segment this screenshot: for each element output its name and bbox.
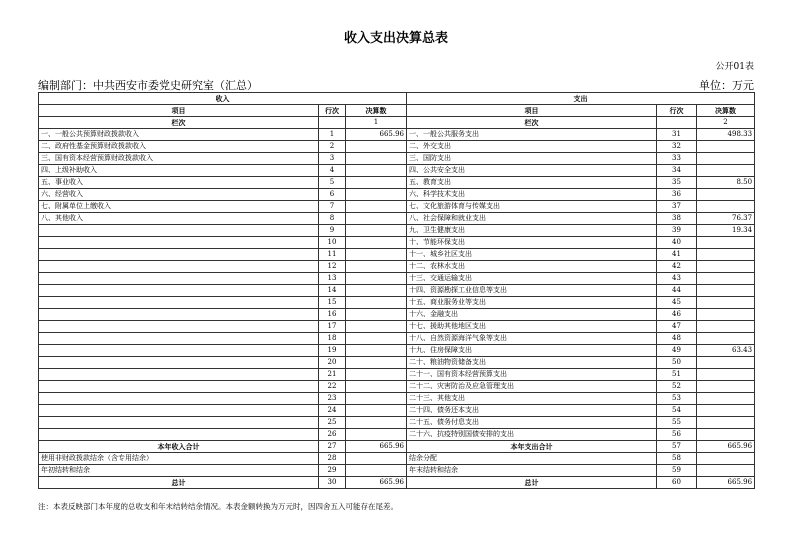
income-rowno-cell: 23 (319, 393, 346, 405)
income-item-cell (39, 381, 319, 393)
expense-item-cell: 二、外交支出 (407, 141, 657, 153)
income-amount-cell (346, 357, 407, 369)
income-amount-cell (346, 405, 407, 417)
income-rowno-cell: 12 (319, 261, 346, 273)
expense-amount-cell (697, 417, 755, 429)
income-rowno-cell: 27 (319, 441, 346, 453)
income-rowno-cell: 6 (319, 189, 346, 201)
form-number: 公开01表 (715, 62, 754, 72)
page-title: 收入支出决算总表 (343, 31, 448, 46)
expense-rowno-cell: 43 (657, 273, 697, 285)
table-row (39, 129, 755, 141)
income-item-header: 项目 (39, 105, 319, 117)
table-row (39, 369, 755, 381)
table-row (39, 345, 755, 357)
income-amount-cell (346, 273, 407, 285)
income-item-cell (39, 261, 319, 273)
income-item-cell: 六、经营收入 (39, 189, 319, 201)
footnote: 注：本表反映部门本年度的总收支和年末结转结余情况。本表金额转换为万元时，因四舍五入可能存在尾差。 (38, 502, 398, 511)
table-row (39, 333, 755, 345)
income-item-cell: 二、政府性基金预算财政拨款收入 (39, 141, 319, 153)
income-rowno-cell: 5 (319, 177, 346, 189)
table-row (39, 381, 755, 393)
expense-rowno-cell: 47 (657, 321, 697, 333)
income-item-cell: 七、附属单位上缴收入 (39, 201, 319, 213)
expense-amount-cell (697, 369, 755, 381)
expense-rowno-cell: 50 (657, 357, 697, 369)
income-column-number: 1 (346, 117, 407, 129)
income-amount-cell (346, 393, 407, 405)
table-row (39, 417, 755, 429)
income-rowno-header: 行次 (319, 105, 346, 117)
income-rowno-cell: 21 (319, 369, 346, 381)
income-rowno-cell: 11 (319, 249, 346, 261)
expense-rowno-cell: 44 (657, 285, 697, 297)
expense-rowno-cell: 60 (657, 477, 697, 489)
expense-amount-cell (697, 297, 755, 309)
income-amount-cell (346, 153, 407, 165)
expense-rowno-cell: 45 (657, 297, 697, 309)
table-row (39, 249, 755, 261)
table-row (39, 285, 755, 297)
grand-total-row (39, 477, 755, 489)
income-rowno-cell: 15 (319, 297, 346, 309)
income-amount-cell (346, 177, 407, 189)
income-item-cell (39, 333, 319, 345)
expense-item-cell: 十四、资源勘探工业信息等支出 (407, 285, 657, 297)
expense-amount-cell: 665.96 (697, 441, 755, 453)
income-item-cell: 一、一般公共预算财政拨款收入 (39, 129, 319, 141)
expense-amount-cell (697, 261, 755, 273)
table-row (39, 153, 755, 165)
expense-item-header: 项目 (407, 105, 657, 117)
expense-rowno-cell: 56 (657, 429, 697, 441)
expense-amount-cell (697, 465, 755, 477)
table-row (39, 201, 755, 213)
expense-amount-cell (697, 393, 755, 405)
table-row (39, 141, 755, 153)
expense-rowno-cell: 39 (657, 225, 697, 237)
expense-item-cell: 二十三、其他支出 (407, 393, 657, 405)
expense-rowno-cell: 34 (657, 165, 697, 177)
income-rowno-cell: 20 (319, 357, 346, 369)
income-amount-cell (346, 465, 407, 477)
income-lanci-blank (319, 117, 346, 129)
income-item-cell (39, 429, 319, 441)
expense-item-cell: 八、社会保障和就业支出 (407, 213, 657, 225)
income-item-cell (39, 309, 319, 321)
expense-amount-cell (697, 321, 755, 333)
income-rowno-cell: 14 (319, 285, 346, 297)
column-header-row (39, 105, 755, 117)
expense-item-cell: 年末结转和结余 (407, 465, 657, 477)
expense-amount-cell (697, 165, 755, 177)
section-header-row (39, 93, 755, 105)
income-amount-cell (346, 345, 407, 357)
expense-rowno-cell: 33 (657, 153, 697, 165)
expense-amount-cell (697, 309, 755, 321)
table-row (39, 357, 755, 369)
income-item-cell (39, 321, 319, 333)
income-item-cell: 五、事业收入 (39, 177, 319, 189)
income-item-cell (39, 345, 319, 357)
expense-rowno-cell: 54 (657, 405, 697, 417)
expense-item-cell: 五、教育支出 (407, 177, 657, 189)
expense-amount-cell: 76.37 (697, 213, 755, 225)
expense-amount-cell (697, 285, 755, 297)
expense-amount-cell: 63.43 (697, 345, 755, 357)
expense-item-cell: 十五、商业服务业等支出 (407, 297, 657, 309)
income-amount-cell (346, 309, 407, 321)
income-rowno-cell: 16 (319, 309, 346, 321)
expense-amount-cell (697, 249, 755, 261)
expense-item-cell: 十六、金融支出 (407, 309, 657, 321)
expense-rowno-cell: 31 (657, 129, 697, 141)
expense-item-cell: 十三、交通运输支出 (407, 273, 657, 285)
expense-rowno-cell: 52 (657, 381, 697, 393)
income-amount-cell (346, 201, 407, 213)
income-amount-cell (346, 165, 407, 177)
lanci-row (39, 117, 755, 129)
expense-item-cell: 十、节能环保支出 (407, 237, 657, 249)
expense-rowno-cell: 41 (657, 249, 697, 261)
income-rowno-cell: 26 (319, 429, 346, 441)
income-amount-cell (346, 213, 407, 225)
expense-item-cell: 一、一般公共服务支出 (407, 129, 657, 141)
table-row (39, 213, 755, 225)
income-amount-cell (346, 417, 407, 429)
expense-rowno-cell: 59 (657, 465, 697, 477)
income-item-cell (39, 393, 319, 405)
table-row (39, 297, 755, 309)
income-header: 收入 (39, 93, 407, 105)
income-amount-cell (346, 381, 407, 393)
income-rowno-cell: 19 (319, 345, 346, 357)
income-item-cell (39, 273, 319, 285)
expense-amount-cell: 498.33 (697, 129, 755, 141)
expense-rowno-cell: 32 (657, 141, 697, 153)
income-item-cell (39, 357, 319, 369)
income-item-cell: 总计 (39, 477, 319, 489)
total-row (39, 441, 755, 453)
income-rowno-cell: 3 (319, 153, 346, 165)
unit-label: 单位：万元 (699, 79, 754, 92)
table-row (39, 165, 755, 177)
income-amount-cell (346, 369, 407, 381)
expense-header: 支出 (407, 93, 755, 105)
income-item-cell: 八、其他收入 (39, 213, 319, 225)
income-lanci-label: 栏次 (39, 117, 319, 129)
expense-item-cell: 七、文化旅游体育与传媒支出 (407, 201, 657, 213)
expense-amount-cell (697, 357, 755, 369)
income-rowno-cell: 18 (319, 333, 346, 345)
income-amount-cell (346, 249, 407, 261)
income-rowno-cell: 24 (319, 405, 346, 417)
expense-item-cell: 二十四、债务还本支出 (407, 405, 657, 417)
income-amount-cell: 665.96 (346, 477, 407, 489)
income-rowno-cell: 4 (319, 165, 346, 177)
income-item-cell (39, 405, 319, 417)
expense-amount-cell (697, 201, 755, 213)
expense-item-cell: 十二、农林水支出 (407, 261, 657, 273)
expense-amount-cell (697, 333, 755, 345)
income-item-cell: 本年收入合计 (39, 441, 319, 453)
income-item-cell (39, 285, 319, 297)
expense-lanci-blank (657, 117, 697, 129)
expense-item-cell: 二十、粮油物资储备支出 (407, 357, 657, 369)
expense-rowno-cell: 38 (657, 213, 697, 225)
income-item-cell: 年初结转和结余 (39, 465, 319, 477)
income-item-cell: 四、上级补助收入 (39, 165, 319, 177)
income-item-cell (39, 417, 319, 429)
extra-row (39, 453, 755, 465)
expense-amount-cell: 8.50 (697, 177, 755, 189)
income-item-cell (39, 249, 319, 261)
expense-item-cell: 三、国防支出 (407, 153, 657, 165)
income-amount-header: 决算数 (346, 105, 407, 117)
income-rowno-cell: 2 (319, 141, 346, 153)
expense-rowno-header: 行次 (657, 105, 697, 117)
expense-amount-cell (697, 381, 755, 393)
expense-item-cell: 二十二、灾害防治及应急管理支出 (407, 381, 657, 393)
expense-rowno-cell: 53 (657, 393, 697, 405)
expense-item-cell: 十九、住房保障支出 (407, 345, 657, 357)
income-amount-cell (346, 333, 407, 345)
expense-item-cell: 十八、自然资源海洋气象等支出 (407, 333, 657, 345)
table-row (39, 189, 755, 201)
income-amount-cell: 665.96 (346, 129, 407, 141)
table-row (39, 225, 755, 237)
expense-item-cell: 二十一、国有资本经营预算支出 (407, 369, 657, 381)
expense-amount-cell (697, 237, 755, 249)
expense-amount-header: 决算数 (697, 105, 755, 117)
income-rowno-cell: 9 (319, 225, 346, 237)
table-row (39, 177, 755, 189)
expense-rowno-cell: 57 (657, 441, 697, 453)
income-amount-cell: 665.96 (346, 441, 407, 453)
expense-amount-cell: 19.34 (697, 225, 755, 237)
extra-row (39, 465, 755, 477)
expense-column-number: 2 (697, 117, 755, 129)
expense-amount-cell (697, 141, 755, 153)
income-item-cell: 三、国有资本经营预算财政拨款收入 (39, 153, 319, 165)
expense-item-cell: 二十五、债务付息支出 (407, 417, 657, 429)
expense-rowno-cell: 35 (657, 177, 697, 189)
expense-amount-cell (697, 405, 755, 417)
expense-lanci-label: 栏次 (407, 117, 657, 129)
income-amount-cell (346, 141, 407, 153)
income-item-cell (39, 297, 319, 309)
income-rowno-cell: 22 (319, 381, 346, 393)
income-expense-table (38, 92, 755, 489)
expense-rowno-cell: 55 (657, 417, 697, 429)
expense-amount-cell (697, 453, 755, 465)
income-amount-cell (346, 189, 407, 201)
expense-amount-cell: 665.96 (697, 477, 755, 489)
income-rowno-cell: 13 (319, 273, 346, 285)
expense-item-cell: 总计 (407, 477, 657, 489)
income-amount-cell (346, 429, 407, 441)
table-row (39, 261, 755, 273)
income-amount-cell (346, 225, 407, 237)
expense-amount-cell (697, 429, 755, 441)
income-item-cell (39, 237, 319, 249)
table-row (39, 429, 755, 441)
expense-item-cell: 九、卫生健康支出 (407, 225, 657, 237)
income-rowno-cell: 10 (319, 237, 346, 249)
expense-rowno-cell: 42 (657, 261, 697, 273)
expense-item-cell: 十七、援助其他地区支出 (407, 321, 657, 333)
income-rowno-cell: 30 (319, 477, 346, 489)
expense-rowno-cell: 49 (657, 345, 697, 357)
income-amount-cell (346, 261, 407, 273)
table-row (39, 405, 755, 417)
expense-item-cell: 十一、城乡社区支出 (407, 249, 657, 261)
table-row (39, 309, 755, 321)
expense-rowno-cell: 36 (657, 189, 697, 201)
income-rowno-cell: 1 (319, 129, 346, 141)
income-amount-cell (346, 453, 407, 465)
expense-amount-cell (697, 273, 755, 285)
expense-rowno-cell: 40 (657, 237, 697, 249)
department-label: 编制部门：中共西安市委党史研究室（汇总） (38, 79, 258, 92)
expense-rowno-cell: 58 (657, 453, 697, 465)
table-row (39, 273, 755, 285)
income-rowno-cell: 25 (319, 417, 346, 429)
income-amount-cell (346, 321, 407, 333)
income-item-cell (39, 225, 319, 237)
income-rowno-cell: 17 (319, 321, 346, 333)
expense-item-cell: 结余分配 (407, 453, 657, 465)
expense-item-cell: 四、公共安全支出 (407, 165, 657, 177)
expense-item-cell: 六、科学技术支出 (407, 189, 657, 201)
expense-rowno-cell: 46 (657, 309, 697, 321)
expense-rowno-cell: 51 (657, 369, 697, 381)
table-row (39, 393, 755, 405)
income-rowno-cell: 7 (319, 201, 346, 213)
income-item-cell (39, 369, 319, 381)
income-rowno-cell: 8 (319, 213, 346, 225)
expense-rowno-cell: 48 (657, 333, 697, 345)
expense-item-cell: 本年支出合计 (407, 441, 657, 453)
table-row (39, 321, 755, 333)
expense-item-cell: 二十六、抗疫特别国债安排的支出 (407, 429, 657, 441)
income-item-cell: 使用非财政拨款结余（含专用结余） (39, 453, 319, 465)
income-amount-cell (346, 237, 407, 249)
income-amount-cell (346, 285, 407, 297)
expense-rowno-cell: 37 (657, 201, 697, 213)
expense-amount-cell (697, 153, 755, 165)
income-amount-cell (346, 297, 407, 309)
income-rowno-cell: 28 (319, 453, 346, 465)
table-row (39, 237, 755, 249)
expense-amount-cell (697, 189, 755, 201)
income-rowno-cell: 29 (319, 465, 346, 477)
